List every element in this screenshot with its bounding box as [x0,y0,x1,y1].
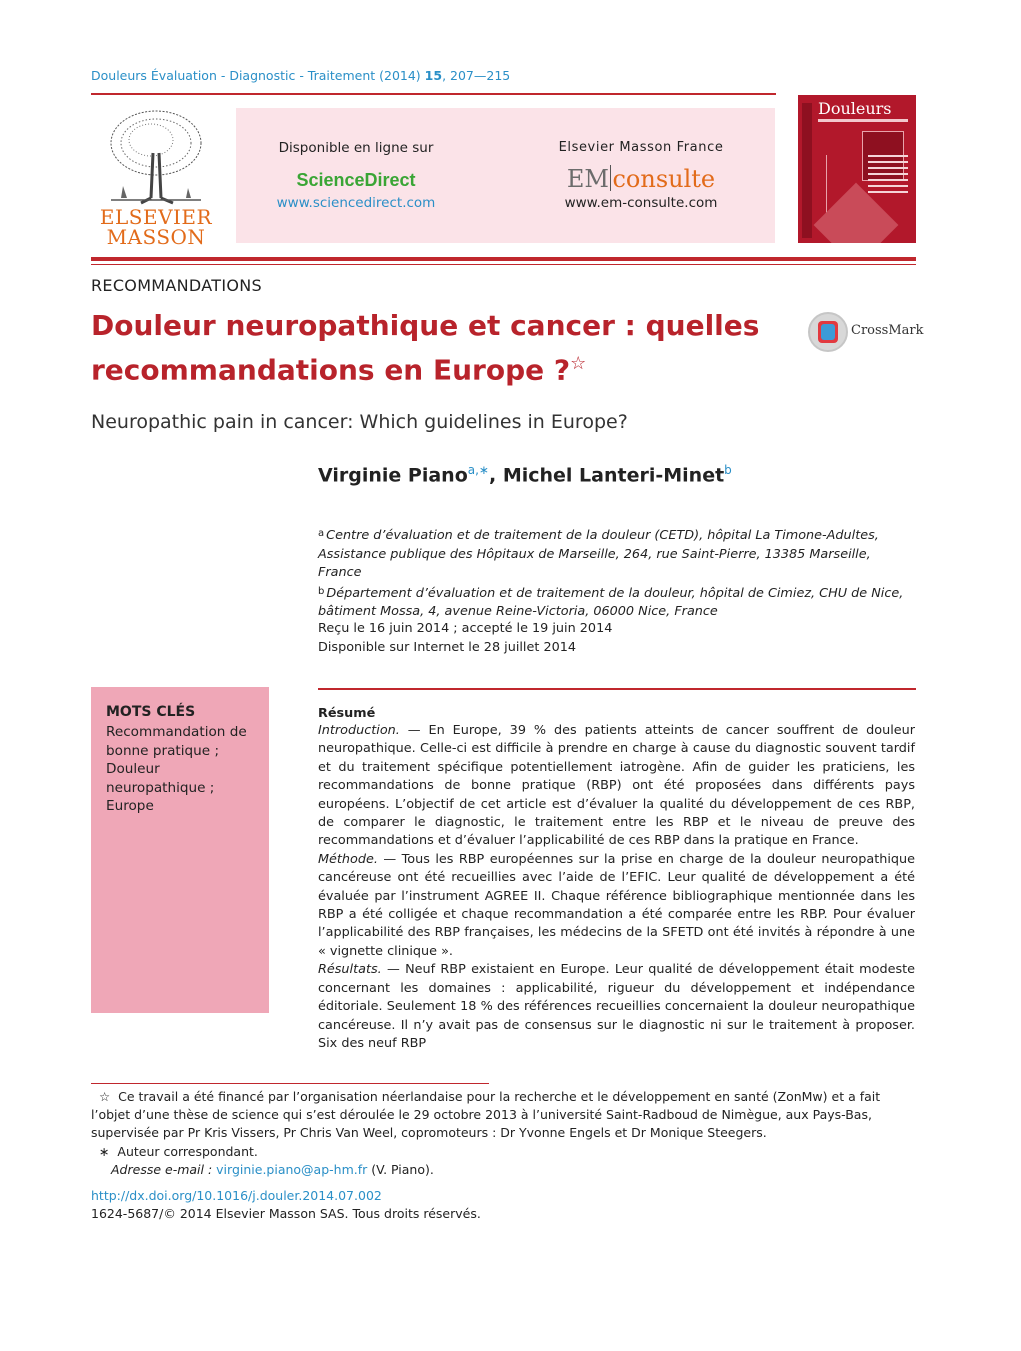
header-bottom-rule [91,257,916,261]
author-lanteri-minet: Michel Lanteri-Minet [502,464,725,487]
article-dates [318,620,612,657]
abstract-heading: Résumé [318,706,376,721]
section-label: RECOMMANDATIONS [91,276,262,295]
online-date: Disponible sur Internet le 28 juillet 2014 [318,639,577,655]
keywords-heading: MOTS CLÉS [106,704,196,720]
keyword: Recommandation de bonne pratique ; [106,724,247,759]
author1-affil-link[interactable]: a,∗ [467,463,489,477]
affiliation-a: $^a$ Centre d’évaluation et de traitement de la douleur (CETD), hôpital La Timone-Adultes, Assistance publique des Hôpitaux de Marseille, 264, rue Saint-Pierre, 13385 Marseille, France [318,528,879,580]
keywords-box [91,687,269,1013]
email-footnote: Adresse e-mail : virginie.piano@ap-hm.fr (V. Piano). [111,1161,434,1177]
corresponding-footnote: ∗ Auteur correspondant. [98,1143,258,1159]
sciencedirect-block [236,140,476,211]
title-footnote-mark[interactable]: ☆ [570,353,587,374]
footnotes [91,1088,917,1179]
cover-title: Douleurs [818,99,892,118]
footnote-rule [91,1083,489,1084]
email-link[interactable]: virginie.piano@ap-hm.fr [216,1161,368,1177]
em-consulte-logo[interactable]: EM consulte [566,165,716,193]
keyword: Douleur neuropathique ; [106,761,215,796]
abstract-rule [318,688,916,690]
abstract-introduction: Introduction. — En Europe, 39 % des patients atteints de cancer souffrent de douleur neuropathique. Celle-ci est difficile à prendre en charge à cause du diagnostic souvent tardif et du traitement spécifique potentiellement iatrogène. Afin de guider les praticiens, les recommandations de bonne pratique (RBP) ont été proposées dans différents pays européens. L’objectif de cet article est d’évaluer la qualité du développement de ces RBP, de comparer le diagnostic, le traitement entre les RBP et le niveau de preuve des recommandations et d’évaluer l’applicabilité de ces RBP dans la pratique en France. [318,723,915,849]
keywords-list [106,723,256,816]
online-label: Disponible en ligne sur [278,140,434,156]
keyword: Europe [106,798,154,814]
logo-line1: ELSEVIER [99,205,213,229]
sciencedirect-link[interactable]: www.sciencedirect.com [276,195,436,211]
abstract-body [318,722,915,1053]
abstract-results: Résultats. — Neuf RBP existaient en Europe. Leur qualité de développement était modeste concernant les domaines : applicabilité, rigueur du développement et indépendance éditoriale. Seulement 18 % des références recueillies concernaient la douleur neuropathique cancéreuse. Il n’y avait pas de consensus sur le diagnostic ni sur le traitement à proposer. Six des neuf RBP [318,962,915,1051]
affiliation-b: $^b$ Département d’évaluation et de traitement de la douleur, hôpital de Cimiez, CHU de Nice, bâtiment Mossa, 4, avenue Reine-Victoria, 06000 Nice, France [318,585,904,619]
abstract-method: Méthode. — Tous les RBP européennes sur la prise en charge de la douleur neuropathique cancéreuse ont été recueillies avec l’aide de l’EFIC. Leur qualité de développement a été évaluée par l’instrument AGREE II. Chaque référence bibliographique mentionnée dans les RBP a été colligée et chaque recommandation a été comparée entre les RBP. Pour évaluer l’applicabilité des RBP françaises, les médecins de la SFETD ont été invités à répondre à une « vignette clinique ». [318,851,915,959]
author2-affil-link[interactable]: b [724,463,732,477]
crossmark-badge[interactable]: CrossMark [808,310,918,355]
copyright-line: 1624-5687/© 2014 Elsevier Masson SAS. Tous droits réservés. [91,1206,481,1221]
funding-footnote: ☆ Ce travail a été financé par l’organisation néerlandaise pour la recherche et le développement en santé (ZonMw) et a fait l’objet d’une thèse de science qui s’est déroulée le 29 octobre 2013 à l’université Saint-Radboud de Nimègue, aux Pays-Bas, supervisée par Pr Kris Vissers, Pr Chris Van Weel, copromoteurs : Dr Yvonne Engels et Dr Monique Steegers. [91,1089,881,1141]
em-consulte-block [511,140,771,211]
elsevier-tree-icon [101,108,211,208]
sciencedirect-logo[interactable]: ScienceDirect [296,170,416,190]
availability-banner [236,108,775,243]
logo-line2: MASSON [106,225,206,249]
journal-cover[interactable] [798,95,916,243]
received-date: Reçu le 16 juin 2014 ; accepté le 19 juin 2014 [318,621,613,636]
author-piano: Virginie Piano [318,464,468,487]
journal-reference[interactable]: Douleurs Évaluation - Diagnostic - Traitement (2014) 15, 207—215 [91,68,511,83]
elsevier-masson-logo [91,108,221,248]
crossmark-icon [808,312,848,352]
header-rule [91,93,776,95]
authors: Virginie Piano$^{a,∗}$, Michel Lanteri-Minet$^b$ [318,463,732,487]
english-title: Neuropathic pain in cancer: Which guidelines in Europe? [91,411,628,433]
em-label: Elsevier Masson France [558,140,724,155]
doi-link[interactable]: http://dx.doi.org/10.1016/j.douler.2014.07.002 [91,1188,382,1203]
affiliations [318,525,918,622]
article-title: Douleur neuropathique et cancer : quelles recommandations en Europe ?☆ [91,309,760,387]
em-consulte-link[interactable]: www.em-consulte.com [564,195,718,211]
